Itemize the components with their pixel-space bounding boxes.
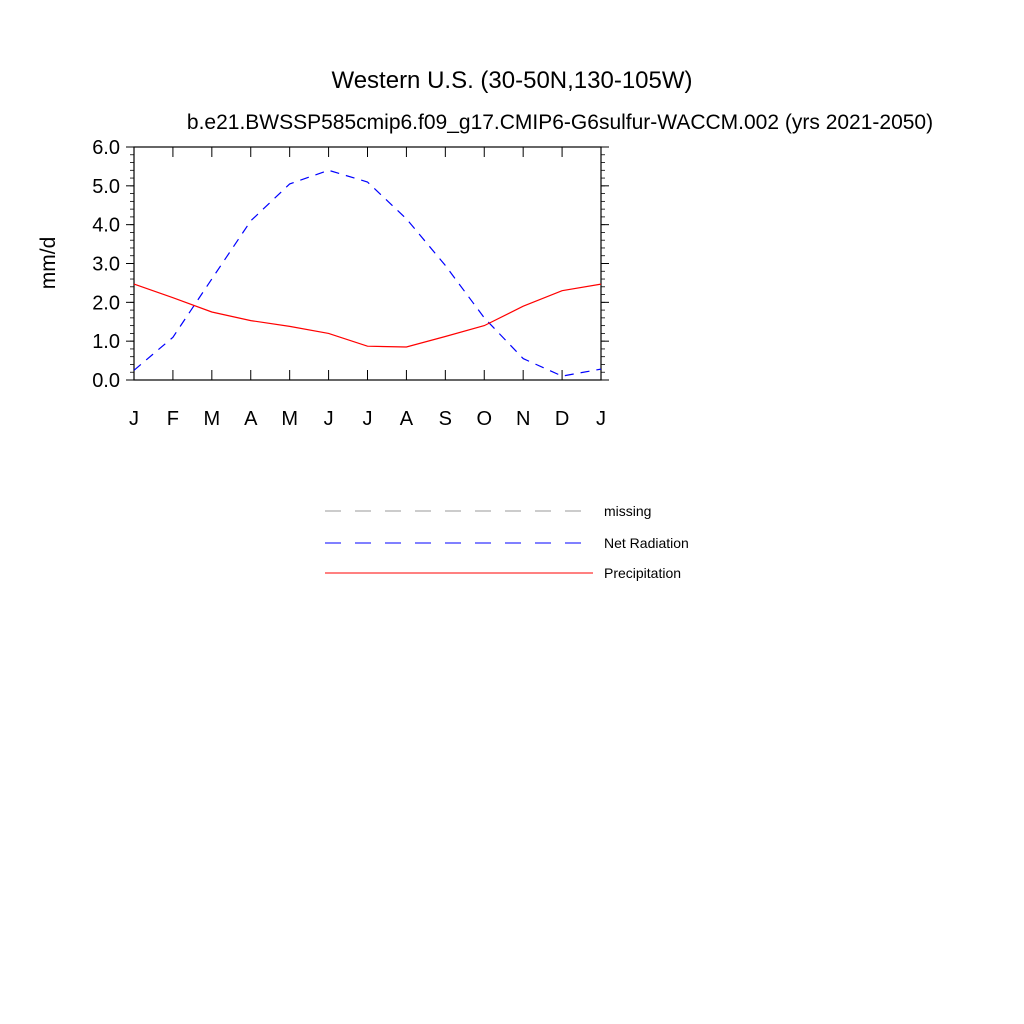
x-tick-label: D xyxy=(554,408,570,430)
x-tick-label: O xyxy=(476,408,493,430)
x-tick-label: J xyxy=(323,408,334,430)
y-tick-label: 1.0 xyxy=(92,331,120,354)
chart-subtitle: b.e21.BWSSP585cmip6.f09_g17.CMIP6-G6sulfur-WACCM.002 (yrs 2021-2050) xyxy=(186,111,934,134)
y-tick-label: 0.0 xyxy=(92,370,120,392)
legend xyxy=(325,503,689,581)
series-line-net-radiation xyxy=(134,170,601,376)
x-tick-label: M xyxy=(203,408,221,430)
legend-label-missing: missing xyxy=(604,503,652,519)
x-tick-label: J xyxy=(596,408,606,430)
chart-title: Western U.S. (30-50N,130-105W) xyxy=(331,67,693,94)
x-tick-label: A xyxy=(244,408,258,430)
legend-label-net-radiation: Net Radiation xyxy=(604,535,689,551)
x-tick-label: A xyxy=(399,408,414,430)
series-line-precipitation xyxy=(134,284,601,347)
x-tick-label: F xyxy=(166,408,180,430)
plot-series xyxy=(134,170,601,376)
y-tick-label: 5.0 xyxy=(92,175,120,198)
y-tick-label: 3.0 xyxy=(92,253,120,276)
x-tick-label: J xyxy=(129,408,139,430)
x-tick-label: J xyxy=(362,408,373,430)
y-tick-label: 6.0 xyxy=(92,137,120,159)
x-tick-label: M xyxy=(281,408,299,430)
y-axis-label: mm/d xyxy=(37,236,60,290)
y-tick-label: 2.0 xyxy=(92,292,120,315)
x-tick-label: S xyxy=(438,408,453,430)
y-tick-label: 4.0 xyxy=(92,214,120,237)
x-tick-label: N xyxy=(515,408,531,430)
legend-label-precipitation: Precipitation xyxy=(604,565,682,581)
plot-axes xyxy=(92,137,609,430)
